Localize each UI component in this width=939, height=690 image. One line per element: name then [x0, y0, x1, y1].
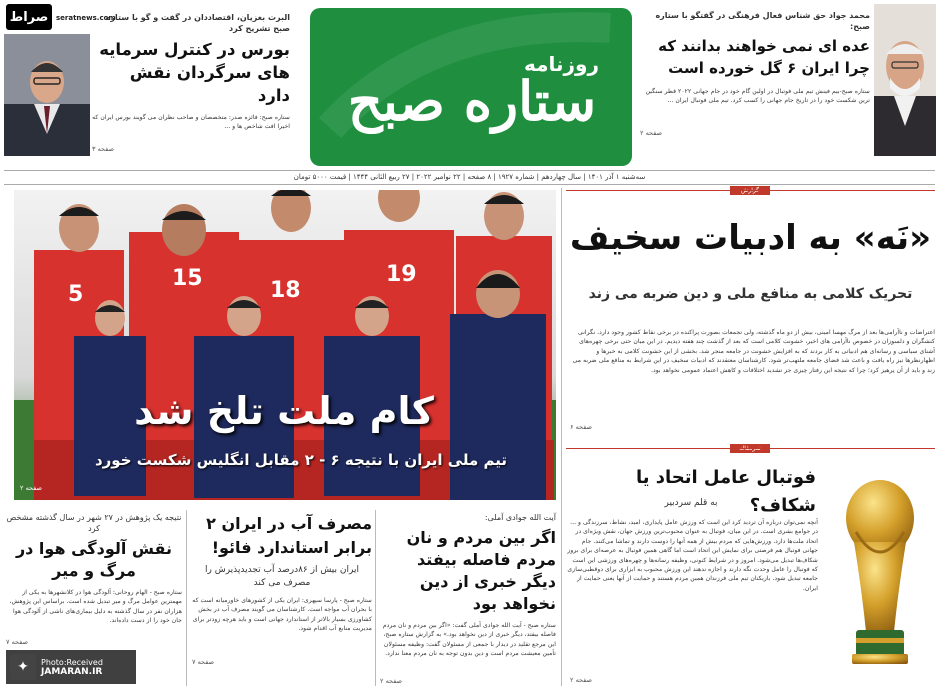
- main-photo-subheadline[interactable]: تیم ملی ایران با نتیجه ۶ - ۲ مقابل انگلیس شکست خورد: [94, 451, 508, 469]
- jersey-number-1: 5: [68, 282, 84, 307]
- top-right-kicker: محمد جواد حق شناس فعال فرهنگی در گفتگو با ستاره صبح:: [655, 11, 870, 31]
- top-right-story[interactable]: [640, 10, 870, 162]
- watermark-bottom-icon: ✦: [10, 654, 36, 680]
- watermark-top-site: seratnews.com: [56, 14, 116, 22]
- bottom-story-1[interactable]: [380, 512, 556, 688]
- bottom-story-1-page-ref[interactable]: صفحه ۲: [380, 677, 403, 685]
- jersey-number-4: 19: [386, 262, 417, 287]
- top-left-headline[interactable]: بورس در کنترل سرمایه های سرگردان نقش دارد: [99, 40, 290, 105]
- bottom-story-3-page-ref[interactable]: صفحه ۷: [6, 638, 29, 646]
- lead-body: اعتراضات و ناآرامی‌ها بعد از مرگ مهسا امینی، بیش از دو ماه گذشته، ولی تجمعات بصورت پراکنده در برخی نقاط کشور وجود دارد. نگرانی کنشگران و دلسوزان در خصوص ناآرامی های اخیر، خشونت کلامی است که بعد از گذشت چند هفته دیدیم. در این میان حتی برخی چهره‌های آشنای سیاسی و رسانه‌ای هم ادبیاتی به کار بردند که به افزایش خشونت در جامعه منجر شد. بخشی از این خشونت کلامی به خبرها و اظهارنظرها نیز راه یافت و باعث شد فضای جامعه ملتهب‌تر شود. کارشناسان معتقدند که ادبیات سخیف در این شرایط به منافع ملی ضربه می زند و باید از آن پرهیز کرد؛ چرا که نتیجه این رفتار چیزی جز تشدید اختلافات و کاهش اعتماد عمومی نخواهد بود.: [572, 329, 935, 374]
- watermark-top-logo: [6, 4, 52, 30]
- bottom-story-2-headline[interactable]: مصرف آب در ایران ۲ برابر استاندارد فائو!: [206, 514, 372, 557]
- watermark-bottom-credit: Photo:Received: [41, 657, 103, 667]
- watermark-bottom: [6, 650, 136, 684]
- jersey-number-3: 18: [270, 278, 301, 303]
- editorial-headline[interactable]: فوتبال عامل اتحاد یا شکاف؟: [635, 467, 816, 516]
- world-cup-trophy-image: [826, 462, 934, 678]
- editorial-byline: به قلم سردبیر: [664, 498, 718, 508]
- date-rule-bottom: [4, 184, 935, 185]
- top-right-body: ستاره صبح-بیم فینش تیم ملی فوتبال در اولین گام خود در جام جهانی ۲۰۲۲ قطر سنگین ترین شکست خود را در تاریخ جام جهانی را کسب کرد. تیم ملی فوتبال ایران ...: [645, 88, 870, 105]
- top-left-story[interactable]: [92, 12, 290, 164]
- bottom-story-1-kicker: آیت الله جوادی آملی:: [484, 513, 556, 522]
- top-left-page-ref[interactable]: صفحه ۳: [92, 145, 115, 153]
- lead-subheadline[interactable]: تحریک کلامی به منافع ملی و دین ضربه می زند: [588, 286, 913, 302]
- editorial-body: آنچه نمی‌توان درباره آن تردید کرد این است که ورزش عامل پایداری، امید، نشاط، سرزندگی و ... در جوامع بشری است. در این میان، فوتبال به عنوان محبوب‌ترین ورزش جهان، نقش ویژه‌ای در اتحاد ملت‌ها دارد. ورزش‌هایی که مردم بیش از همه آنها را دوست دارند و تماشا می‌کنند. جام جهانی فوتبال هم فرصتی برای نمایش این اتحاد است اما گاهی همین فوتبال به عرصه‌ای برای بروز شکاف‌ها تبدیل می‌شود. امروز و در شرایط کنونی، وظیفه رسانه‌ها و چهره‌های ورزشی این است که فوتبال را عامل وحدت نگه دارند و اجازه ندهند این ورزش محبوب به ابزاری برای دوقطبی‌سازی جامعه تبدیل شود. بازیکنان تیم ملی فرزندان همین مردم هستند و حمایت از آنها یعنی حمایت از ایران.: [567, 519, 818, 592]
- watermark-logo-text: صراط: [9, 9, 49, 25]
- bottom-story-2[interactable]: [192, 512, 372, 688]
- main-photo[interactable]: [14, 190, 556, 500]
- lead-page-ref[interactable]: صفحه ۶: [570, 423, 593, 431]
- bottom-story-3-kicker: نتیجه یک پژوهش در ۲۷ شهر در سال گذشته مشخص کرد: [6, 513, 182, 533]
- editorial-page-ref[interactable]: صفحه ۲: [570, 676, 593, 684]
- portrait-haghshenas: [874, 4, 936, 156]
- date-line: سه‌شنبه ۱ آذر ۱۴۰۱ | سال چهاردهم | شماره ۱۹۲۷ | ۸ صفحه | ۲۲ نوامبر ۲۰۲۲ | ۲۷ ربیع الثانی ۱۴۴۴ | قیمت ۵۰۰۰ تومان: [293, 173, 646, 181]
- right-column-divider: [561, 188, 562, 686]
- bottom-story-3-body: ستاره صبح - الهام روحانی: آلودگی هوا در کلانشهرها به یکی از مهمترین عوامل مرگ و میر تبدیل شده است. براساس این پژوهش، هزاران نفر در سال گذشته به دلیل بیماری‌های ناشی از آلودگی هوا جان خود را از دست داده‌اند.: [9, 589, 182, 625]
- bottom-story-2-page-ref[interactable]: صفحه ۷: [192, 658, 215, 666]
- top-right-page-ref[interactable]: صفحه ۲: [640, 129, 663, 137]
- lead-headline[interactable]: «نَه» به ادبیات سخیف: [569, 218, 932, 258]
- portrait-bughzian: [4, 34, 90, 156]
- editorial-tag-rule: [566, 448, 935, 449]
- masthead-logo: ستاره صبح: [347, 69, 597, 133]
- bottom-story-3-headline[interactable]: نقش آلودگی هوا در مرگ و میر: [15, 539, 173, 580]
- main-photo-headline[interactable]: کام ملت تلخ شد: [134, 389, 434, 433]
- jersey-number-2: 15: [172, 266, 203, 291]
- main-photo-page-ref[interactable]: صفحه ۲: [20, 484, 43, 492]
- bottom-divider-1: [375, 510, 376, 686]
- top-left-body: ستاره صبح: فائزه صدر: متخصصان و صاحب نظران می گویند بورس ایران که اخیرا افت شاخص ها و ...: [92, 114, 290, 131]
- lead-tag-rule: [566, 190, 935, 191]
- top-right-headline[interactable]: عده ای نمی خواهند بدانند که چرا ایران ۶ گل خورده است: [658, 37, 870, 77]
- bottom-story-1-headline[interactable]: اگر بین مردم و نان مردم فاصله بیفتد دیگر خبری از دین نخواهد بود: [406, 528, 556, 613]
- top-left-kicker: البرت بغزیان، اقتصاددان در گفت و گو با ستاره صبح تشریح کرد: [105, 13, 290, 33]
- date-rule-top: [4, 170, 935, 171]
- bottom-story-2-body: ستاره صبح - پارسا سپهری: ایران یکی از کشورهای خاورمیانه است که با بحران آب مواجه است. کارشناسان می گویند مصرف آب در بخش کشاورزی بسیار بالاتر از استاندارد جهانی است و باید هرچه زودتر برای مدیریت منابع آب اقدام شود.: [192, 597, 372, 633]
- bottom-story-1-body: ستاره صبح - آیت الله جوادی آملی گفت: «اگر بین مردم و نان مردم فاصله بیفتد، دیگر خبری از دین نخواهد بود.» به گزارش ستاره صبح، این مرجع تقلید در دیدار با جمعی از مسئولان گفت: وظیفه مسئولان تأمین معیشت مردم است و دین بدون توجه به نان مردم معنا ندارد.: [382, 622, 556, 658]
- watermark-bottom-site: JAMARAN.IR: [41, 666, 103, 677]
- bottom-divider-2: [186, 510, 187, 686]
- masthead-label: روزنامه: [524, 52, 599, 76]
- bottom-story-2-subheadline: ایران بیش از ۸۶درصد آب تجدیدپذیرش را مصرف می کند: [205, 565, 359, 588]
- masthead[interactable]: [310, 8, 632, 166]
